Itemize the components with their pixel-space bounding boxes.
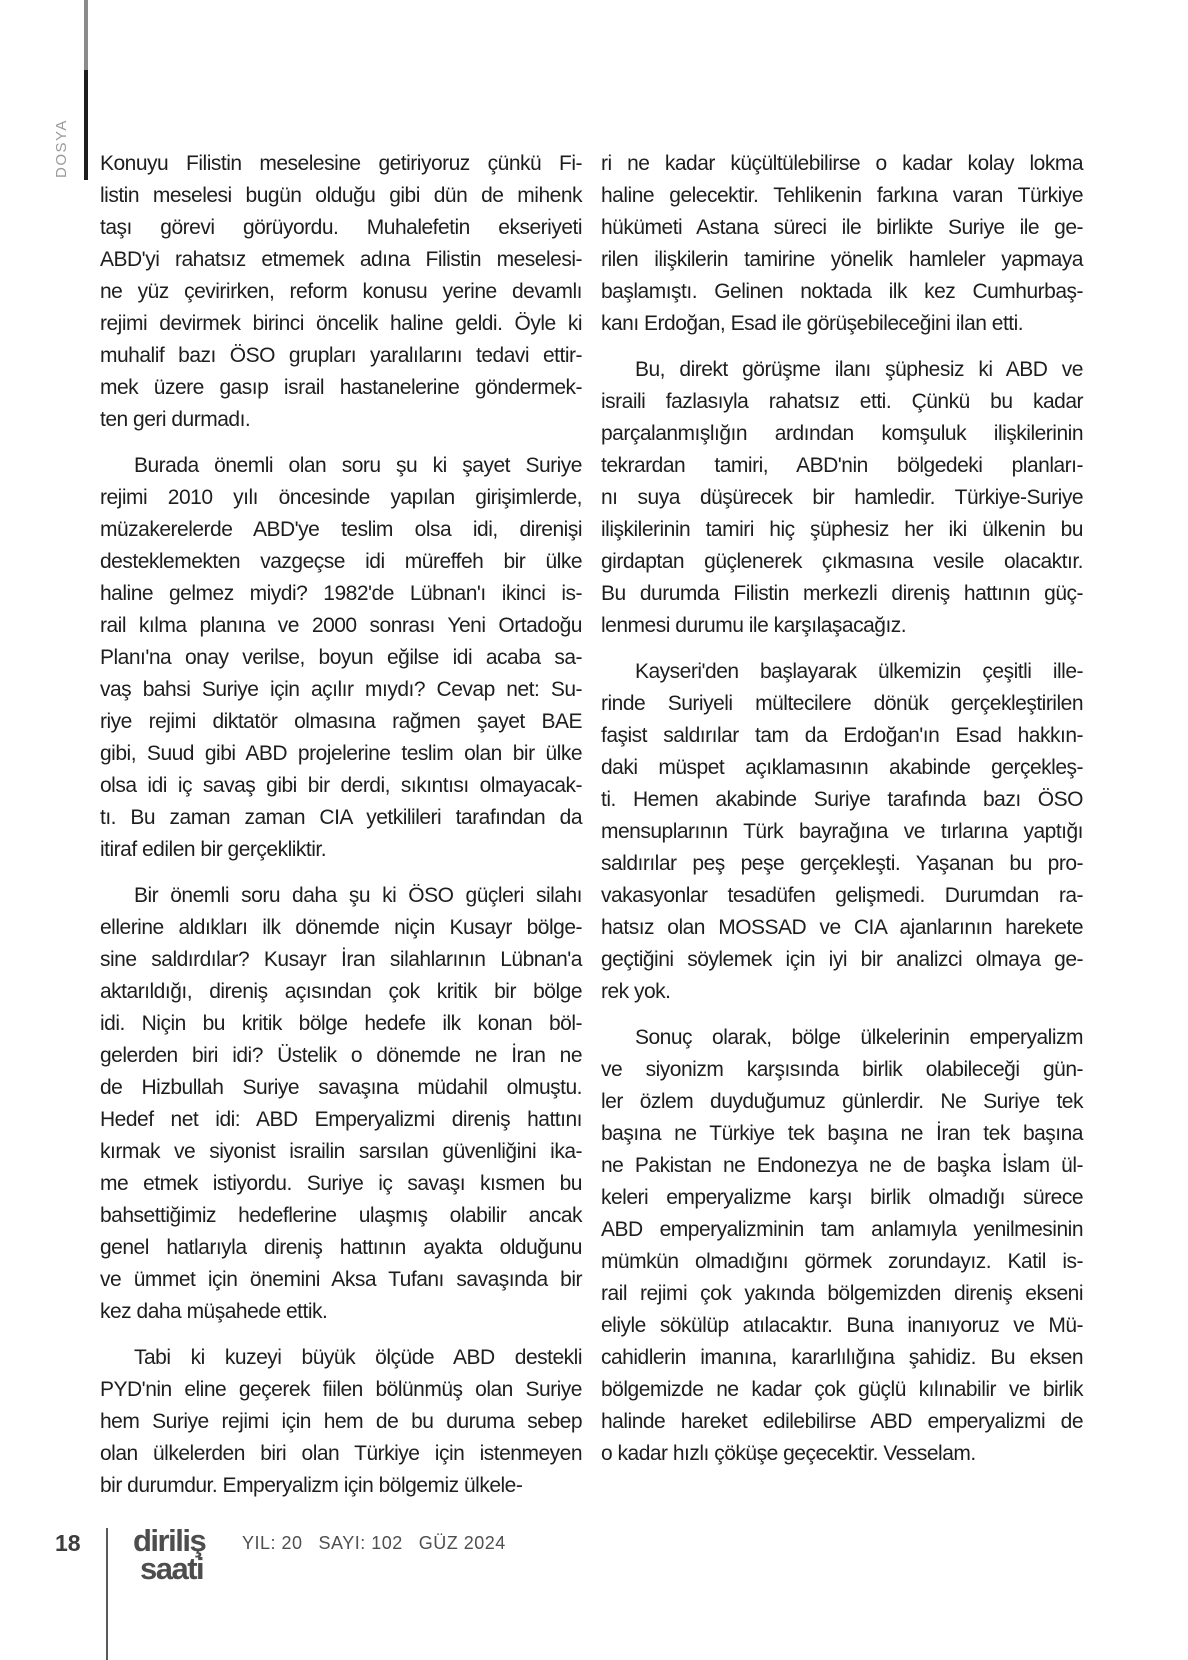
text-line: ler özlem duyduğumuz günlerdir. Ne Suriye tek bbox=[601, 1090, 1083, 1113]
text-line: Bu, direkt görüşme ilanı şüphesiz ki ABD ve bbox=[635, 358, 1083, 381]
text-line: rail rejimi çok yakında bölgemizden direniş ekseni bbox=[601, 1282, 1083, 1305]
text-line: ti. Hemen akabinde Suriye tarafında bazı ÖSO bbox=[601, 788, 1083, 811]
text-line: ABD'yi rahatsız etmemek adına Filistin meselesi- bbox=[100, 248, 582, 271]
text-line: genel hatlarıyla direniş hattının ayakta olduğunu bbox=[100, 1236, 582, 1259]
text-line: ten geri durmadı. bbox=[100, 408, 251, 431]
text-line: kanı Erdoğan, Esad ile görüşebileceğini ilan etti. bbox=[601, 312, 1024, 335]
text-line: aktarıldığı, direniş açısından çok kritik bir bölge bbox=[100, 980, 582, 1003]
text-line: rail kılma planına ve 2000 sonrası Yeni Ortadoğu bbox=[100, 614, 582, 637]
text-line: me etmek istiyordu. Suriye iç savaşı kısmen bu bbox=[100, 1172, 582, 1195]
issue-season: GÜZ 2024 bbox=[418, 1533, 506, 1553]
text-line: Bu durumda Filistin merkezli direniş hattının güç- bbox=[601, 582, 1083, 605]
text-line: müzakerelerde ABD'ye teslim olsa idi, direnişi bbox=[100, 518, 582, 541]
text-line: gelerden biri idi? Üstelik o dönemde ne İran ne bbox=[100, 1044, 582, 1067]
text-line: kez daha müşahede ettik. bbox=[100, 1300, 328, 1323]
text-line: taşı görevi görüyordu. Muhalefetin ekseriyeti bbox=[100, 216, 582, 239]
text-line: başına ne Türkiye tek başına ne İran tek başına bbox=[601, 1122, 1083, 1145]
paragraph bbox=[601, 148, 1083, 340]
text-line: geçtiğini söylemek için iyi bir analizci olmaya ge- bbox=[601, 948, 1083, 971]
text-line: olan ülkelerden biri olan Türkiye için istenmeyen bbox=[100, 1442, 582, 1465]
text-line: halinde hareket edilebilirse ABD emperyalizmi de bbox=[601, 1410, 1083, 1433]
text-line: idi. Niçin bu kritik bölge hedefe ilk konan böl- bbox=[100, 1012, 582, 1035]
text-line: ellerine aldıkları ilk dönemde niçin Kusayr bölge- bbox=[100, 916, 582, 939]
text-line: rilen ilişkilerin tamirine yönelik hamleler yapmaya bbox=[601, 248, 1083, 271]
text-line: Konuyu Filistin meselesine getiriyoruz çünkü Fi- bbox=[100, 152, 582, 175]
text-line: israili fazlasıyla rahatsız etti. Çünkü bu kadar bbox=[601, 390, 1083, 413]
text-line: keleri emperyalizme karşı birlik olmadığı sürece bbox=[601, 1186, 1083, 1209]
text-line: Planı'na onay verilse, boyun eğilse idi acaba sa- bbox=[100, 646, 582, 669]
text-line: eliyle sökülüp atılacaktır. Buna inanıyoruz ve Mü- bbox=[601, 1314, 1083, 1337]
text-line: tı. Bu zaman zaman CIA yetkilileri tarafından da bbox=[100, 806, 582, 829]
paragraph bbox=[100, 148, 582, 436]
text-line: Bir önemli soru daha şu ki ÖSO güçleri silahı bbox=[134, 884, 582, 907]
text-line: hem Suriye rejimi için hem de bu duruma sebep bbox=[100, 1410, 582, 1433]
text-line: rek yok. bbox=[601, 980, 671, 1003]
magazine-logo bbox=[133, 1523, 206, 1586]
text-line: vaş bahsi Suriye için açılır mıydı? Cevap net: Su- bbox=[100, 678, 582, 701]
text-line: ne Pakistan ne Endonezya ne de başka İslam ül- bbox=[601, 1154, 1083, 1177]
text-line: bahsettiğimiz hedeflerine ulaşmış olabilir ancak bbox=[100, 1204, 582, 1227]
text-line: rejimi 2010 yılı öncesinde yapılan girişimlerde, bbox=[100, 486, 582, 509]
text-line: haline gelecektir. Tehlikenin farkına varan Türkiye bbox=[601, 184, 1083, 207]
text-line: hükümeti Astana süreci ile birlikte Suriye ile ge- bbox=[601, 216, 1083, 239]
text-line: sine saldırdılar? Kusayr İran silahlarının Lübnan'a bbox=[100, 948, 582, 971]
text-line: başlamıştı. Gelinen noktada ilk kez Cumhurbaş- bbox=[601, 280, 1083, 303]
text-line: gibi, Suud gibi ABD projelerine teslim olan bir ülke bbox=[100, 742, 582, 765]
text-column bbox=[601, 148, 1083, 1502]
text-line: olsa idi iç savaş gibi bir derdi, sıkıntısı olmayacak- bbox=[100, 774, 582, 797]
accent-bar-black-segment bbox=[84, 70, 88, 180]
paragraph bbox=[601, 1022, 1083, 1470]
logo-word-dirilis: diriliş bbox=[133, 1523, 206, 1558]
logo-word-saati: saati bbox=[140, 1551, 204, 1586]
paragraph bbox=[601, 656, 1083, 1008]
text-line: rinde Suriyeli mültecilere dönük gerçekleştirilen bbox=[601, 692, 1083, 715]
text-line: PYD'nin eline geçerek fiilen bölünmüş olan Suriye bbox=[100, 1378, 582, 1401]
issue-year: YIL: 20 bbox=[242, 1533, 303, 1553]
text-line: bir durumdur. Emperyalizm için bölgemiz ülkele- bbox=[100, 1474, 523, 1497]
issue-info bbox=[242, 1533, 506, 1554]
text-column bbox=[100, 148, 582, 1502]
footer-divider bbox=[106, 1528, 108, 1660]
text-line: vakasyonlar tesadüfen gelişmedi. Durumdan ra- bbox=[601, 884, 1083, 907]
text-line: haline gelmez miydi? 1982'de Lübnan'ı ikinci is- bbox=[100, 582, 582, 605]
text-line: Kayseri'den başlayarak ülkemizin çeşitli ille- bbox=[635, 660, 1083, 683]
text-line: daki müspet açıklamasının akabinde gerçekleş- bbox=[601, 756, 1083, 779]
text-line: riye rejimi diktatör olmasına rağmen şayet BAE bbox=[100, 710, 582, 733]
text-line: kırmak ve siyonist israilin sarsılan güvenliğini ika- bbox=[100, 1140, 582, 1163]
text-line: ilişkilerinin tamiri hiç şüphesiz her iki ülkenin bu bbox=[601, 518, 1083, 541]
text-line: girdaptan güçlenerek çıkmasına vesile olacaktır. bbox=[601, 550, 1083, 573]
text-line: listin meselesi bugün olduğu gibi dün de mihenk bbox=[100, 184, 582, 207]
text-line: ne yüz çevirirken, reform konusu yerine devamlı bbox=[100, 280, 582, 303]
text-line: saldırılar peş peşe gerçekleşti. Yaşanan bu pro- bbox=[601, 852, 1083, 875]
text-line: ve siyonizm karşısında birlik olabileceği gün- bbox=[601, 1058, 1083, 1081]
article-body bbox=[100, 148, 1083, 1502]
text-line: bölgemizde ne kadar çok güçlü kılınabilir ve birlik bbox=[601, 1378, 1083, 1401]
text-line: tekrardan tamiri, ABD'nin bölgedeki planları- bbox=[601, 454, 1083, 477]
text-line: mek üzere gasıp israil hastanelerine göndermek- bbox=[100, 376, 582, 399]
accent-bar bbox=[84, 0, 88, 180]
accent-bar-gray-segment bbox=[84, 0, 88, 70]
text-line: de Hizbullah Suriye savaşına müdahil olmuştu. bbox=[100, 1076, 582, 1099]
text-line: Tabi ki kuzeyi büyük ölçüde ABD destekli bbox=[134, 1346, 582, 1369]
text-line: o kadar hızlı çöküşe geçecektir. Vesselam. bbox=[601, 1442, 976, 1465]
text-line: nı suya düşürecek bir hamledir. Türkiye-Suriye bbox=[601, 486, 1083, 509]
text-line: ABD emperyalizminin tam anlamıyla yenilmesinin bbox=[601, 1218, 1083, 1241]
text-line: muhalif bazı ÖSO grupları yaralılarını tedavi ettir- bbox=[100, 344, 582, 367]
text-line: hatsız olan MOSSAD ve CIA ajanlarının harekete bbox=[601, 916, 1083, 939]
text-line: Sonuç olarak, bölge ülkelerinin emperyalizm bbox=[635, 1026, 1083, 1049]
paragraph bbox=[601, 354, 1083, 642]
text-line: desteklemekten vazgeçse idi müreffeh bir ülke bbox=[100, 550, 582, 573]
paragraph bbox=[100, 1342, 582, 1502]
text-line: cahidlerin imanına, kararlılığına şahidiz. Bu eksen bbox=[601, 1346, 1083, 1369]
paragraph bbox=[100, 450, 582, 866]
issue-number: SAYI: 102 bbox=[318, 1533, 403, 1553]
text-line: Burada önemli olan soru şu ki şayet Suriye bbox=[134, 454, 582, 477]
paragraph bbox=[100, 880, 582, 1328]
text-line: mensuplarının Türk bayrağına ve tırlarına yaptığı bbox=[601, 820, 1083, 843]
text-line: itiraf edilen bir gerçekliktir. bbox=[100, 838, 327, 861]
text-line: parçalanmışlığın ardından komşuluk ilişkilerinin bbox=[601, 422, 1083, 445]
text-line: lenmesi durumu ile karşılaşacağız. bbox=[601, 614, 907, 637]
text-line: ve ümmet için önemini Aksa Tufanı savaşında bir bbox=[100, 1268, 582, 1291]
text-line: faşist saldırılar tam da Erdoğan'ın Esad hakkın- bbox=[601, 724, 1083, 747]
text-line: rejimi devirmek birinci öncelik haline geldi. Öyle ki bbox=[100, 312, 582, 335]
section-side-label: DOSYA bbox=[53, 119, 70, 178]
text-line: ri ne kadar küçültülebilirse o kadar kolay lokma bbox=[601, 152, 1083, 175]
text-line: Hedef net idi: ABD Emperyalizmi direniş hattını bbox=[100, 1108, 582, 1131]
text-line: mümkün olmadığını görmek zorundayız. Katil is- bbox=[601, 1250, 1083, 1273]
page-number: 18 bbox=[55, 1530, 81, 1556]
